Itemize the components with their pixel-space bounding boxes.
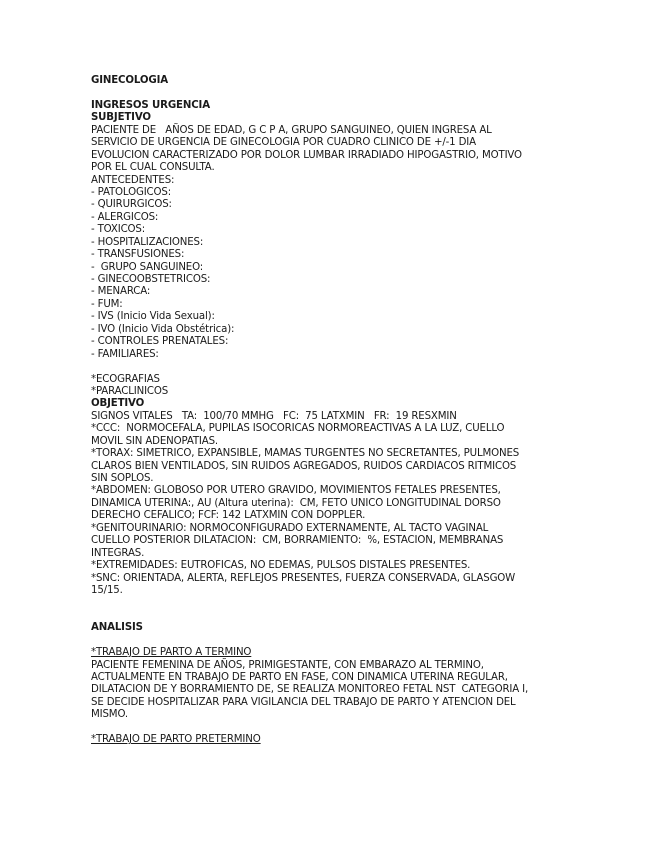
text-line: MOVIL SIN ADENOPATIAS. [91, 435, 219, 447]
list-item: - HOSPITALIZACIONES: [91, 236, 204, 248]
paraclinicos-item: *PARACLINICOS [91, 385, 169, 397]
text-line: SIN SOPLOS. [91, 473, 154, 484]
text-line: SERVICIO DE URGENCIA DE GINECOLOGIA POR CUADRO CLINICO DE +/-1 DIA [91, 137, 476, 149]
text-line: ACTUALMENTE EN TRABAJO DE PARTO EN FASE, CON DINAMICA UTERINA REGULAR, [91, 672, 508, 684]
subjetivo-text [91, 125, 571, 175]
text-line: *SNC: ORIENTADA, ALERTA, REFLEJOS PRESENTES, FUERZA CONSERVADA, GLASGOW [91, 572, 516, 584]
list-item: - FUM: [91, 298, 123, 310]
ecografias-item: *ECOGRAFIAS [91, 373, 160, 385]
antecedentes-heading: ANTECEDENTES: [91, 174, 175, 186]
list-item: - TRANSFUSIONES: [91, 249, 185, 261]
text-line: *TORAX: SIMETRICO, EXPANSIBLE, MAMAS TURGENTES NO SECRETANTES, PULMONES [91, 448, 520, 460]
text-line: POR EL CUAL CONSULTA. [91, 162, 215, 174]
text-line: *GENITOURINARIO: NORMOCONFIGURADO EXTERNAMENTE, AL TACTO VAGINAL [91, 522, 489, 534]
text-line: CLAROS BIEN VENTILADOS, SIN RUIDOS AGREGADOS, RUIDOS CARDIACOS RITMICOS [91, 460, 517, 472]
list-item: - GINECOOBSTETRICOS: [91, 274, 211, 285]
text-line: PACIENTE FEMENINA DE AÑOS, PRIMIGESTANTE, CON EMBARAZO AL TERMINO, [91, 659, 484, 671]
text-line: 15/15. [91, 584, 123, 596]
text-line: EVOLUCION CARACTERIZADO POR DOLOR LUMBAR IRRADIADO HIPOGASTRIO, MOTIVO [91, 149, 522, 161]
text-line: *ABDOMEN: GLOBOSO POR UTERO GRAVIDO, MOVIMIENTOS FETALES PRESENTES, [91, 485, 501, 497]
text-line: CUELLO POSTERIOR DILATACION: CM, BORRAMIENTO: %, ESTACION, MEMBRANAS [91, 535, 504, 547]
list-item: - PATOLOGICOS: [91, 186, 171, 198]
list-item: - FAMILIARES: [91, 348, 159, 360]
text-line: MISMO. [91, 709, 128, 721]
section-ingresos-urgencia: INGRESOS URGENCIA [91, 99, 210, 111]
list-item: - MENARCA: [91, 286, 151, 298]
text-line: DILATACION DE Y BORRAMIENTO DE, SE REALIZA MONITOREO FETAL NST CATEGORIA I, [91, 684, 529, 696]
objetivo-text [91, 411, 571, 598]
document-page [91, 75, 571, 747]
list-item: - GRUPO SANGUINEO: [91, 261, 204, 273]
termino-heading: *TRABAJO DE PARTO A TERMINO [91, 647, 252, 659]
text-line: INTEGRAS. [91, 547, 145, 559]
text-line: DINAMICA UTERINA:, AU (Altura uterina): CM, FETO UNICO LONGITUDINAL DORSO [91, 497, 501, 509]
analisis-heading: ANALISIS [91, 622, 143, 634]
vital-signs-line: SIGNOS VITALES TA: 100/70 MMHG FC: 75 LATXMIN FR: 19 RESXMIN [91, 410, 457, 422]
list-item: - QUIRURGICOS: [91, 199, 172, 211]
pretermino-heading: *TRABAJO DE PARTO PRETERMINO [91, 734, 261, 746]
objetivo-heading: OBJETIVO [91, 398, 145, 410]
document-title: GINECOLOGIA [91, 75, 168, 86]
list-item: - TOXICOS: [91, 224, 146, 236]
text-line: *CCC: NORMOCEFALA, PUPILAS ISOCORICAS NORMOREACTIVAS A LA LUZ, CUELLO [91, 423, 505, 435]
text-line: DERECHO CEFALICO; FCF: 142 LATXMIN CON DOPPLER. [91, 510, 366, 522]
list-item: - CONTROLES PRENATALES: [91, 336, 229, 348]
termino-text [91, 660, 571, 722]
list-item: - ALERGICOS: [91, 211, 159, 223]
subjetivo-heading: SUBJETIVO [91, 112, 151, 124]
antecedentes-list [91, 187, 571, 361]
list-item: - IVS (Inicio Vida Sexual): [91, 311, 215, 323]
text-line: *EXTREMIDADES: EUTROFICAS, NO EDEMAS, PULSOS DISTALES PRESENTES. [91, 560, 471, 572]
list-item: - IVO (Inicio Vida Obstétrica): [91, 323, 235, 335]
text-line: PACIENTE DE AÑOS DE EDAD, G C P A, GRUPO SANGUINEO, QUIEN INGRESA AL [91, 124, 492, 136]
text-line: SE DECIDE HOSPITALIZAR PARA VIGILANCIA DEL TRABAJO DE PARTO Y ATENCION DEL [91, 696, 516, 708]
